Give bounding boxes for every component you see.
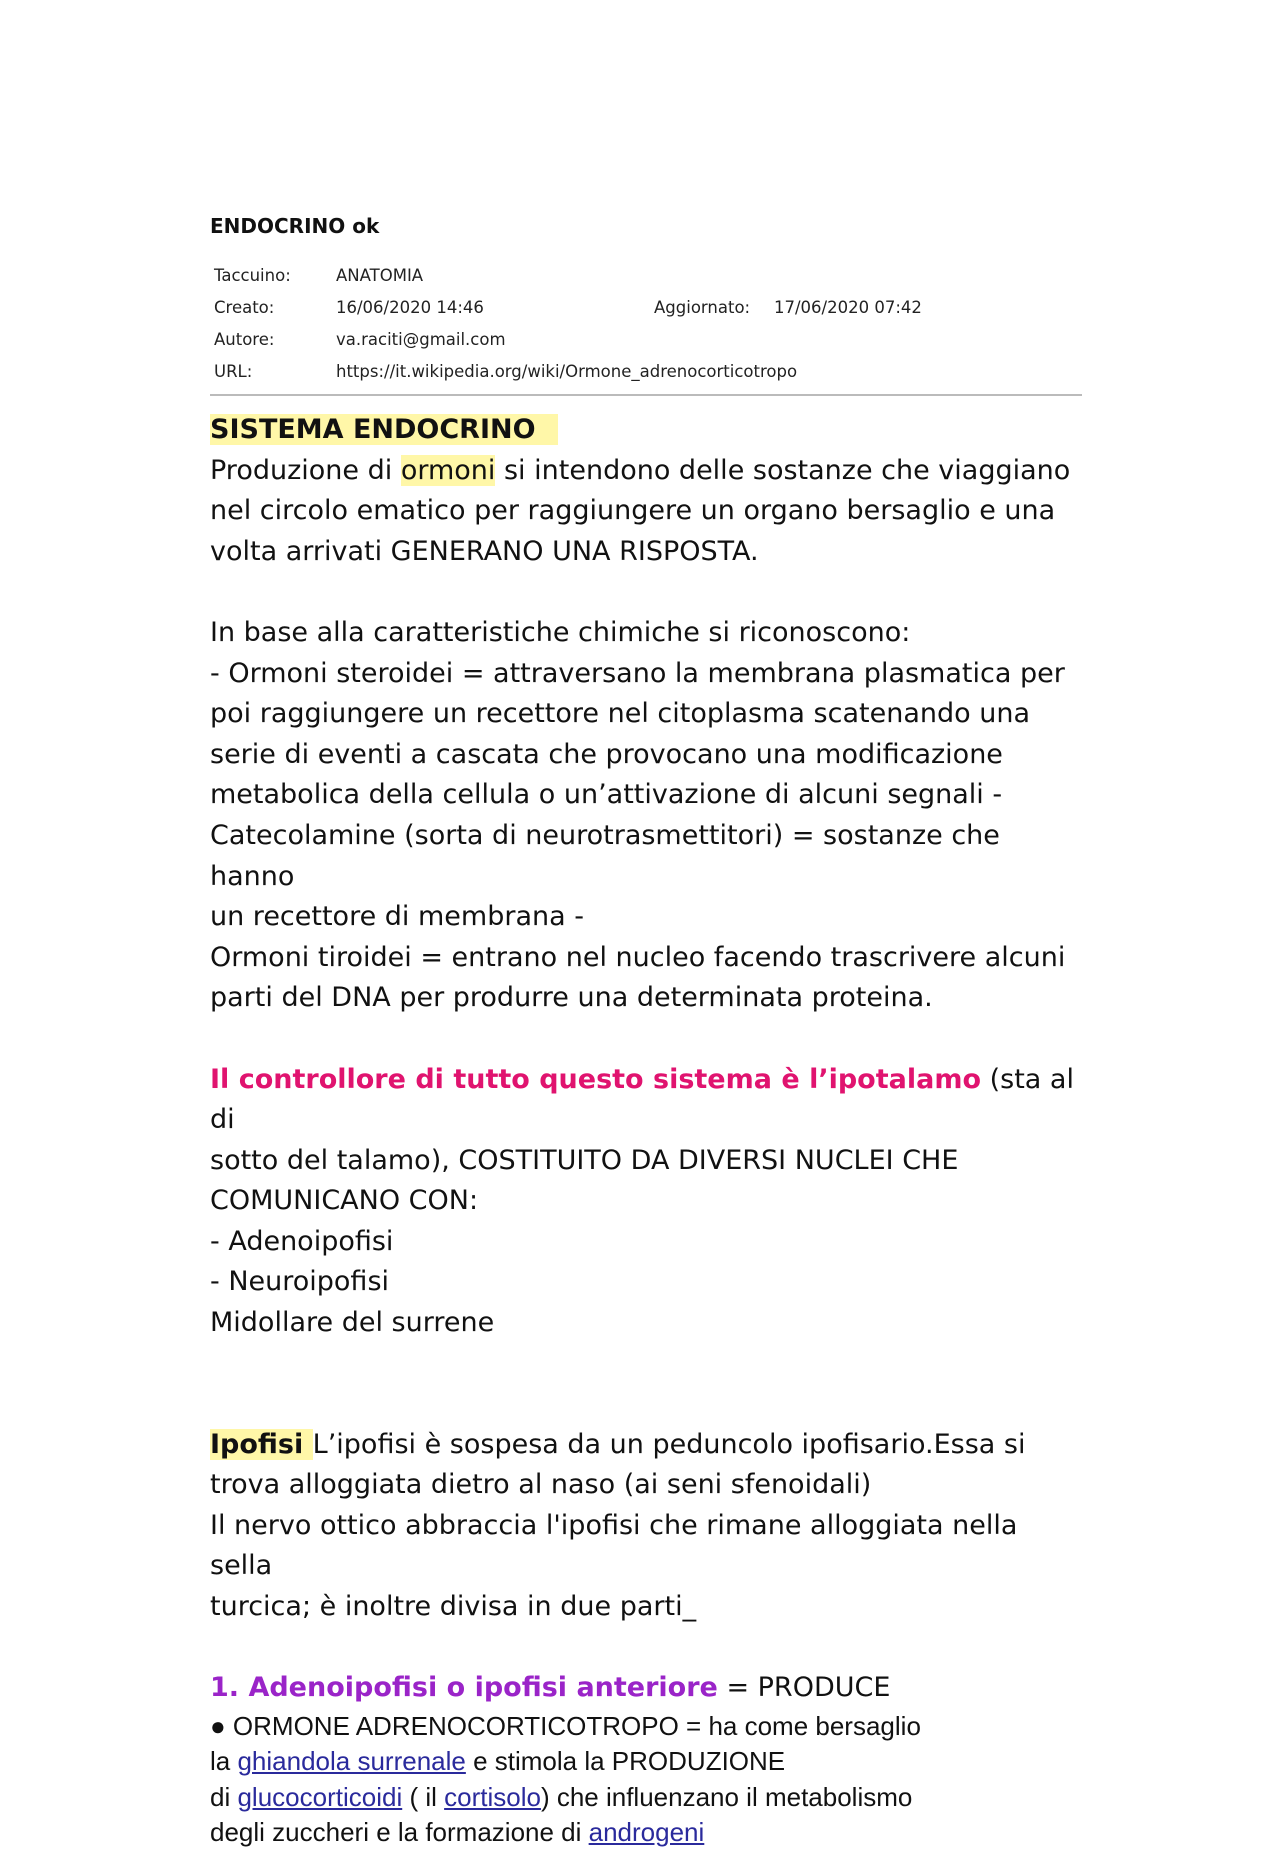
paragraph-line bbox=[210, 1744, 1080, 1780]
paragraph-line bbox=[210, 1425, 1080, 1466]
emphasis-magenta: Il controllore di tutto questo sistema è l’ipotalamo bbox=[210, 1063, 982, 1095]
paragraph-line: sotto del talamo), COSTITUITO DA DIVERSI NUCLEI CHE bbox=[210, 1144, 959, 1176]
text-span: ( il bbox=[402, 1781, 445, 1812]
paragraph-line: - Ormoni steroidei = attraversano la membrana plasmatica per bbox=[210, 657, 1065, 689]
text-span: L’ipofisi è sospesa da un peduncolo ipofisario.Essa si bbox=[312, 1428, 1026, 1460]
list-item: Midollare del surrene bbox=[210, 1307, 495, 1339]
paragraph-line: Ormoni tiroidei = entrano nel nucleo facendo trascrivere alcuni bbox=[210, 941, 1066, 973]
paragraph-line: volta arrivati GENERANO UNA RISPOSTA. bbox=[210, 535, 759, 567]
url-label: URL: bbox=[214, 362, 253, 381]
list-item: - Adenoipofisi bbox=[210, 1225, 394, 1257]
note-body bbox=[210, 410, 1080, 1851]
paragraph-line: Catecolamine (sorta di neurotrasmettitori) = sostanze che hanno bbox=[210, 819, 1000, 892]
paragraph-line: Il nervo ottico abbraccia l'ipofisi che rimane alloggiata nella sella bbox=[210, 1509, 1018, 1582]
text-span: Produzione di bbox=[210, 454, 401, 486]
text-span: ) che influenzano il metabolismo bbox=[540, 1781, 913, 1812]
heading-highlight: SISTEMA ENDOCRINO bbox=[210, 414, 558, 445]
link-androgeni[interactable]: androgeni bbox=[588, 1817, 705, 1848]
paragraph-line bbox=[210, 1668, 1080, 1709]
meta-row-created bbox=[214, 298, 1080, 330]
paragraph-line: poi raggiungere un recettore nel citoplasma scatenando una bbox=[210, 698, 1030, 730]
spacer bbox=[210, 572, 1080, 613]
paragraph-line: turcica; è inoltre divisa in due parti_ bbox=[210, 1591, 697, 1623]
note-metadata bbox=[214, 266, 1080, 394]
meta-row-author bbox=[214, 330, 1080, 362]
paragraph-line: ● ORMONE ADRENOCORTICOTROPO = ha come bersaglio bbox=[210, 1710, 921, 1741]
notebook-value: ANATOMIA bbox=[336, 266, 424, 285]
metadata-divider bbox=[210, 394, 1082, 396]
list-item: - Neuroipofisi bbox=[210, 1266, 390, 1298]
created-label: Creato: bbox=[214, 298, 275, 317]
text-span: (sta al di bbox=[210, 1063, 1074, 1136]
link-ghiandola-surrenale[interactable]: ghiandola surrenale bbox=[237, 1746, 466, 1777]
paragraph-line: un recettore di membrana - bbox=[210, 901, 584, 933]
paragraph-line: COMUNICANO CON: bbox=[210, 1185, 479, 1217]
paragraph-line bbox=[210, 1780, 1080, 1816]
meta-row-notebook bbox=[214, 266, 1080, 298]
paragraph-line: trova alloggiata dietro al naso (ai seni sfenoidali) bbox=[210, 1469, 872, 1501]
spacer bbox=[210, 1344, 1080, 1425]
author-value: va.raciti@gmail.com bbox=[336, 330, 506, 349]
paragraph-line: metabolica della cellula o un’attivazione di alcuni segnali - bbox=[210, 779, 1003, 811]
spacer bbox=[210, 1019, 1080, 1060]
paragraph-line: serie di eventi a cascata che provocano una modificazione bbox=[210, 738, 1003, 770]
paragraph-line bbox=[210, 1815, 1080, 1851]
updated-label: Aggiornato: bbox=[654, 298, 751, 317]
paragraph-line: In base alla caratteristiche chimiche si riconoscono: bbox=[210, 616, 911, 648]
updated-value: 17/06/2020 07:42 bbox=[774, 298, 922, 317]
section-heading bbox=[210, 410, 1080, 451]
note-title: ENDOCRINO ok bbox=[210, 214, 380, 238]
link-glucocorticoidi[interactable]: glucocorticoidi bbox=[237, 1781, 403, 1812]
paragraph-line: nel circolo ematico per raggiungere un organo bersaglio e una bbox=[210, 495, 1056, 527]
text-span: = PRODUCE bbox=[717, 1672, 891, 1704]
highlighted-term: ormoni bbox=[400, 454, 496, 486]
text-span: la bbox=[210, 1746, 238, 1777]
notebook-label: Taccuino: bbox=[214, 266, 291, 285]
meta-row-url bbox=[214, 362, 1080, 394]
paragraph-line bbox=[210, 1060, 1080, 1141]
created-value: 16/06/2020 14:46 bbox=[336, 298, 484, 317]
highlighted-term: Ipofisi bbox=[210, 1428, 313, 1460]
text-span: e stimola la PRODUZIONE bbox=[465, 1746, 786, 1777]
spacer bbox=[210, 1628, 1080, 1669]
paragraph-line bbox=[210, 451, 1080, 492]
text-span: di bbox=[210, 1781, 238, 1812]
text-span: si intendono delle sostanze che viaggiano bbox=[495, 454, 1071, 486]
emphasis-purple: 1. Adenoipofisi o ipofisi anteriore bbox=[210, 1672, 718, 1704]
link-cortisolo[interactable]: cortisolo bbox=[444, 1781, 541, 1812]
source-url-link[interactable]: https://it.wikipedia.org/wiki/Ormone_adrenocorticotropo bbox=[336, 362, 798, 381]
author-label: Autore: bbox=[214, 330, 275, 349]
pasted-wiki-block bbox=[210, 1709, 1080, 1851]
text-span: degli zuccheri e la formazione di bbox=[210, 1817, 589, 1848]
paragraph-line: parti del DNA per produrre una determinata proteina. bbox=[210, 982, 933, 1014]
